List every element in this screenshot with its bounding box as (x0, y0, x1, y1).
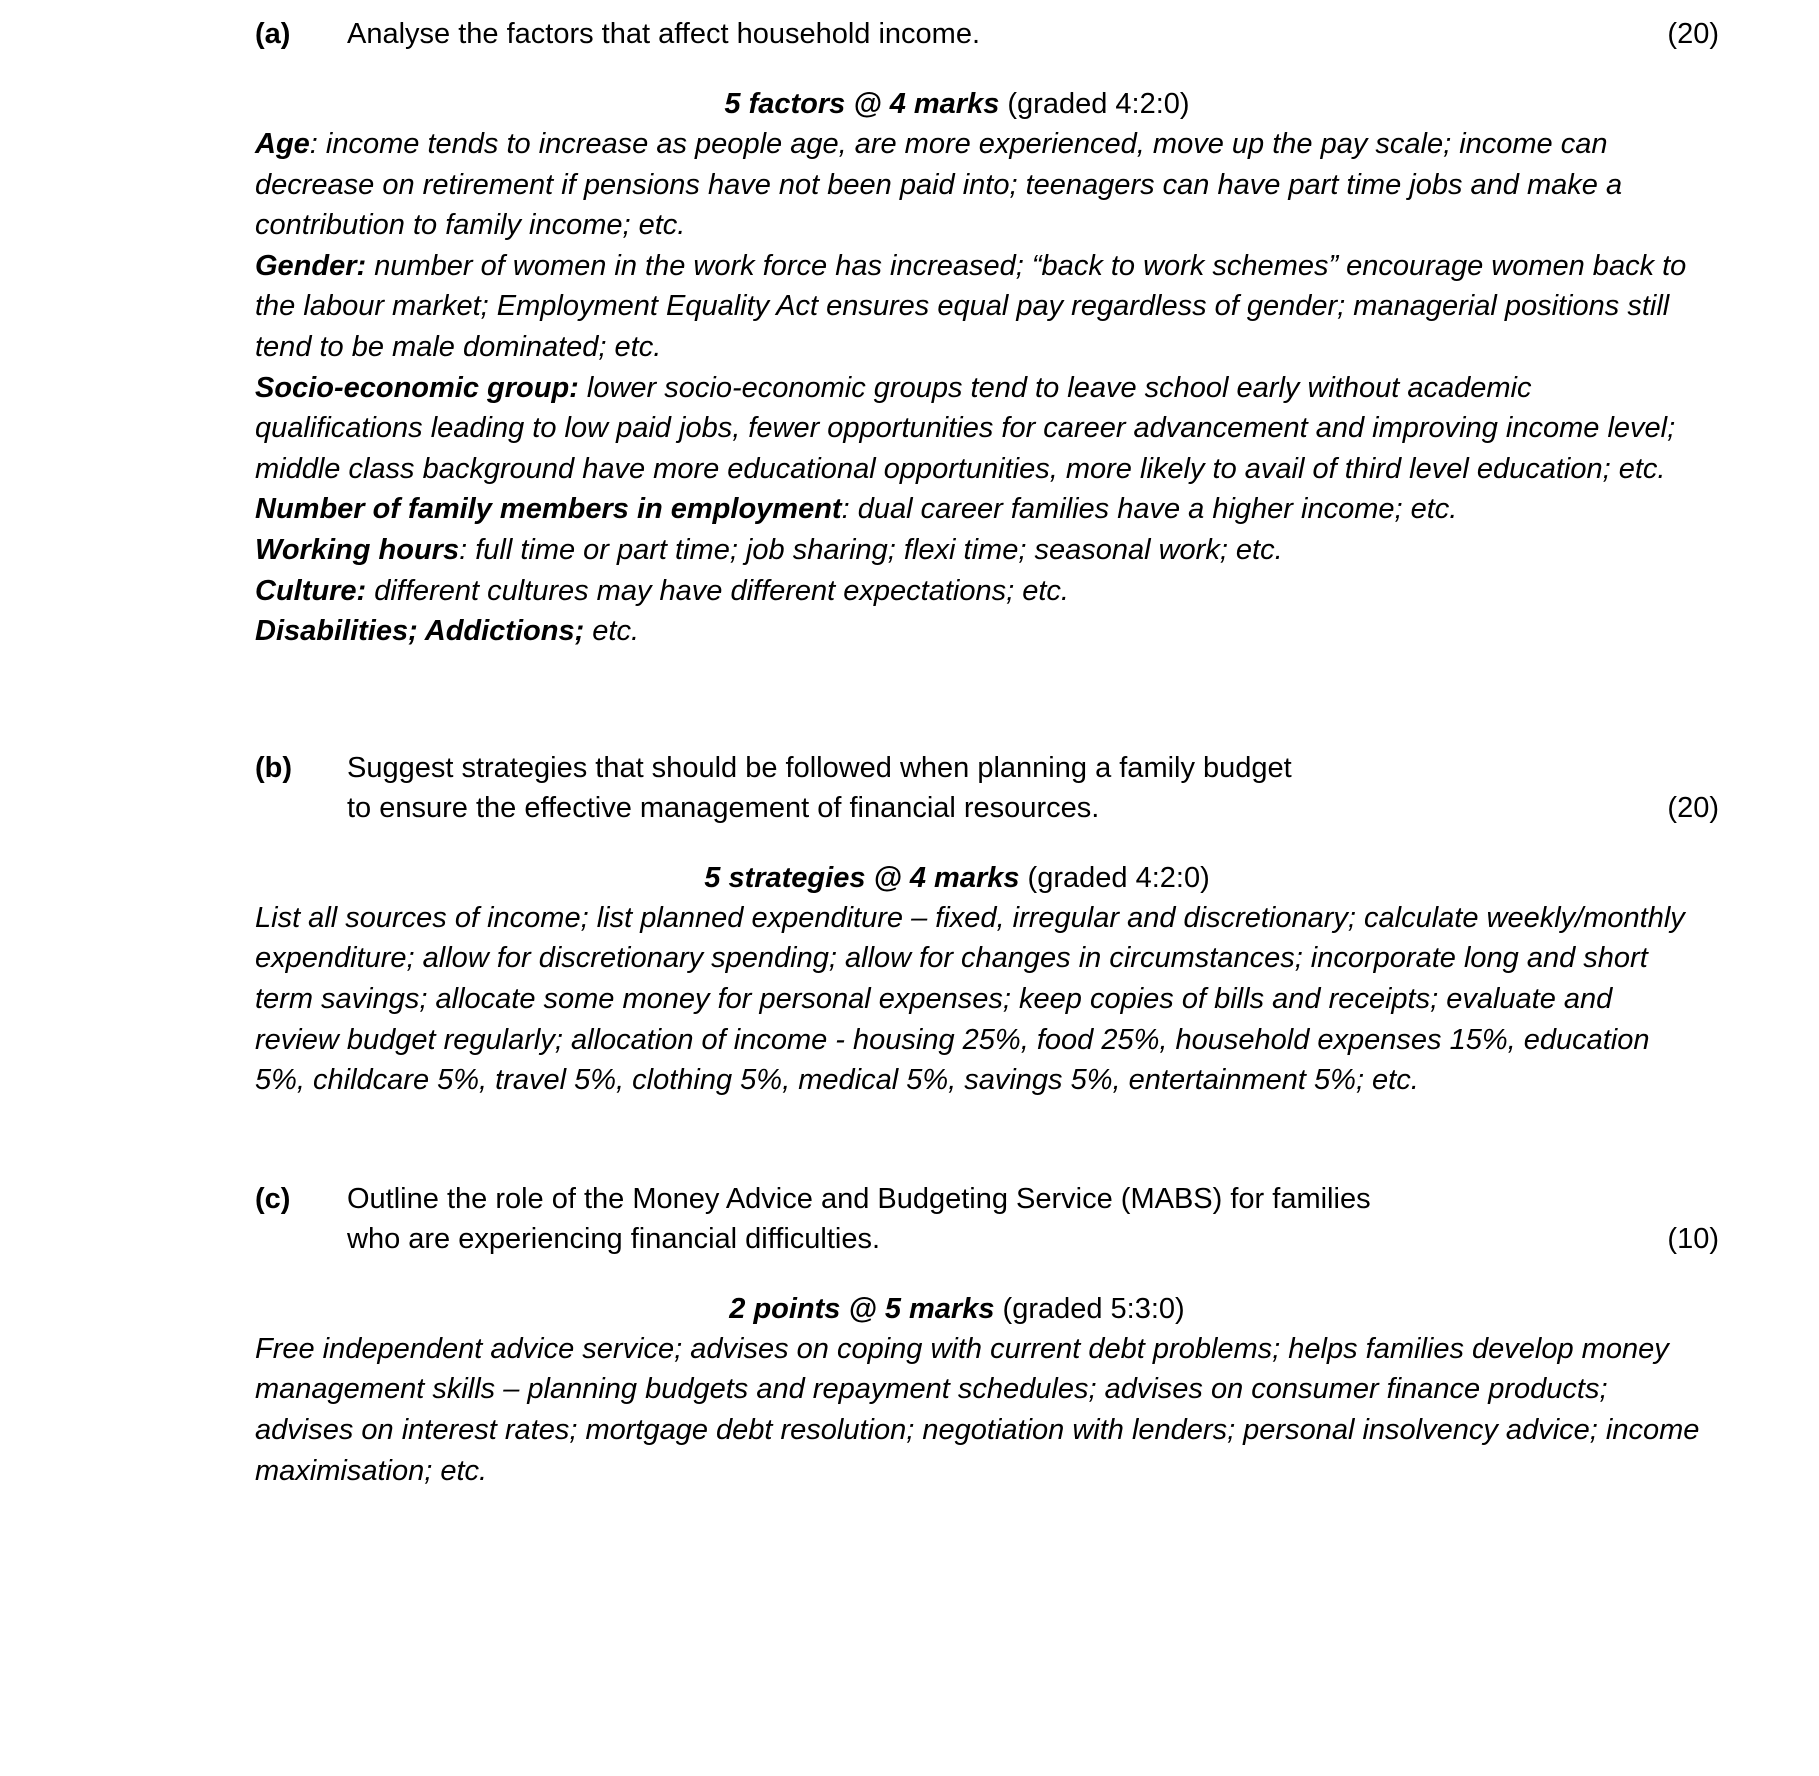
question-a-text: Analyse the factors that affect household income. (347, 18, 981, 50)
answer-point-socio-economic-group (255, 368, 1719, 490)
answer-point-gender (255, 246, 1719, 368)
section-spacer-b-c (255, 1101, 1719, 1179)
question-c-text-line2: who are experiencing financial difficulties. (347, 1222, 881, 1255)
scheme-heading-b-bold: 5 strategies @ 4 marks (704, 861, 1020, 894)
question-c-text-line1: Outline the role of the Money Advice and Budgeting Service (MABS) for families (347, 1182, 1371, 1215)
answer-point-gender-term: Gender: (255, 249, 367, 282)
question-a (255, 14, 1719, 54)
answer-point-socio-economic-group-term: Socio-economic group: (255, 371, 579, 404)
question-c (255, 1179, 1719, 1259)
answer-point-working-hours-body: : full time or part time; job sharing; flexi time; seasonal work; etc. (459, 533, 1283, 566)
answer-point-gender-body: number of women in the work force has increased; “back to work schemes” encourage women back to the labour market; Employment Equality Act ensures equal pay regardless of gender; managerial positions still tend to be male dominated; etc. (255, 249, 1687, 363)
question-b-label: (b) (255, 751, 293, 784)
answer-point-culture-term: Culture: (255, 574, 367, 607)
answer-point-working-hours (255, 530, 1719, 571)
answer-point-socio-economic-group-body: lower socio-economic groups tend to leave school early without academic qualifications leading to low paid jobs, fewer opportunities for career advancement and improving income level; middle class background have more educational opportunities, more likely to avail of third level education; etc. (255, 371, 1676, 485)
scheme-heading-c-bold: 2 points @ 5 marks (729, 1292, 995, 1325)
question-b-text (347, 748, 1719, 828)
question-b-marks: (20) (1667, 791, 1719, 824)
answer-point-age (255, 124, 1719, 246)
answer-point-age-term: Age (255, 128, 310, 161)
question-c-text (347, 1179, 1719, 1259)
question-c-marks: (10) (1667, 1222, 1719, 1255)
answer-point-family-members-employment-term: Number of family members in employment (255, 493, 842, 526)
answer-point-working-hours-term: Working hours (255, 533, 460, 566)
answer-point-age-body: : income tends to increase as people age, are more experienced, move up the pay scale; income can decrease on retirement if pensions have not been paid into; teenagers can have part time jobs and make a contribution to family income; etc. (255, 128, 1623, 242)
scheme-heading-a-plain: (graded 4:2:0) (999, 88, 1190, 121)
answer-text-c: Free independent advice service; advises on coping with current debt problems; helps families develop money management skills – planning budgets and repayment schedules; advises on consumer finance products; advises on interest rates; mortgage debt resolution; negotiation with lenders; personal insolvency advice; income maximisation; etc. (255, 1332, 1700, 1487)
scheme-heading-a (255, 84, 1719, 124)
answer-point-culture-body: different cultures may have different expectations; etc. (366, 574, 1069, 607)
scheme-heading-c (255, 1289, 1719, 1329)
question-c-label: (c) (255, 1182, 291, 1215)
scheme-heading-a-bold: 5 factors @ 4 marks (724, 88, 1000, 121)
question-b-text-line1: Suggest strategies that should be followed when planning a family budget (347, 751, 1292, 784)
question-b (255, 748, 1719, 828)
question-a-marks: (20) (1667, 18, 1719, 50)
question-b-text-line2: to ensure the effective management of financial resources. (347, 791, 1100, 824)
scheme-heading-c-plain: (graded 5:3:0) (994, 1292, 1185, 1325)
answer-point-disabilities-addictions-body: etc. (584, 615, 640, 648)
answer-text-b: List all sources of income; list planned expenditure – fixed, irregular and discretionary; calculate weekly/monthly expenditure; allow for discretionary spending; allow for changes in circumstances; incorporate long and short term savings; allocate some money for personal expenses; keep copies of bills and receipts; evaluate and review budget regularly; allocation of income - housing 25%, food 25%, household expenses 15%, education 5%, childcare 5%, travel 5%, clothing 5%, medical 5%, savings 5%, entertainment 5%; etc. (255, 901, 1685, 1097)
answer-point-family-members-employment (255, 489, 1719, 530)
scheme-heading-b (255, 858, 1719, 898)
scheme-heading-b-plain: (graded 4:2:0) (1019, 861, 1210, 894)
question-a-label: (a) (255, 18, 291, 50)
section-spacer-a-b (255, 652, 1719, 748)
answer-point-disabilities-addictions (255, 611, 1719, 652)
answer-point-family-members-employment-body: : dual career families have a higher income; etc. (841, 493, 1458, 526)
answer-point-disabilities-addictions-term: Disabilities; Addictions; (255, 615, 585, 648)
answer-point-culture (255, 571, 1719, 612)
